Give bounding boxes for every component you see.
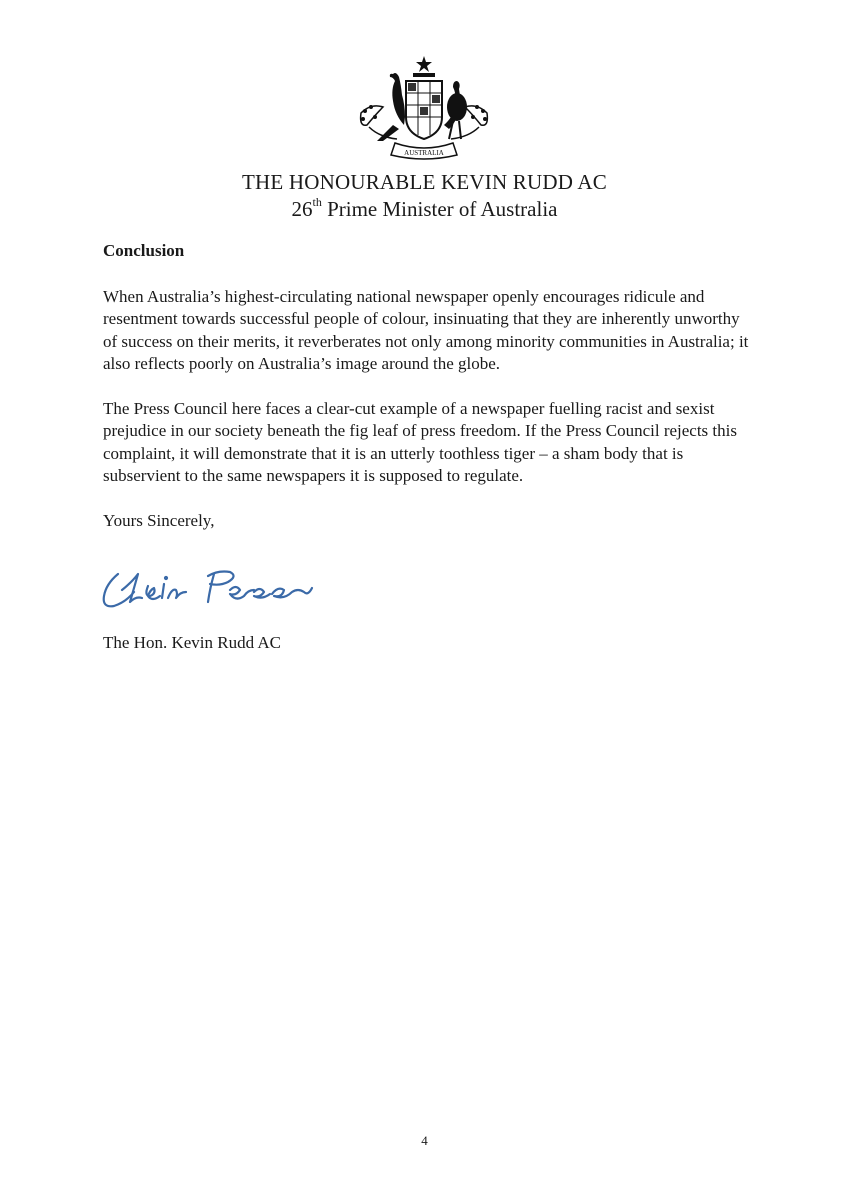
body-paragraph-1: When Australia’s highest-circulating national newspaper openly encourages ridicule and resentment towards successful people of colour, insinuating that they are inherently unworthy of success on their merits, it reverberates not only among minority communities in Australia; it also reflects poorly on Australia’s image around the globe.	[103, 286, 749, 373]
title-ordinal-number: 26	[291, 197, 313, 221]
title-rest: Prime Minister of Australia	[321, 197, 558, 221]
body-paragraph-2: The Press Council here faces a clear-cut example of a newspaper fuelling racist and sexist prejudice in our society beneath the fig leaf of press freedom. If the Press Council rejects this complaint, it will demonstrate that it is an utterly toothless tiger – a sham body that is subservient to the same newspapers it is supposed to regulate.	[103, 398, 737, 485]
signoff-name: The Hon. Kevin Rudd AC	[103, 633, 282, 652]
page-number: 4	[421, 1133, 428, 1148]
letter-body	[103, 240, 753, 554]
commonwealth-star-icon	[416, 56, 432, 72]
letterhead-title	[0, 197, 849, 222]
title-ordinal-suffix: th	[312, 195, 322, 209]
signature-strokes	[104, 572, 312, 607]
letterhead-name: THE HONOURABLE KEVIN RUDD AC	[242, 170, 607, 194]
section-heading: Conclusion	[103, 241, 185, 260]
crest-motto: AUSTRALIA	[404, 149, 444, 157]
handwritten-signature	[98, 562, 323, 622]
closing-salutation: Yours Sincerely,	[103, 510, 215, 530]
coat-of-arms-crest-icon	[349, 55, 499, 165]
